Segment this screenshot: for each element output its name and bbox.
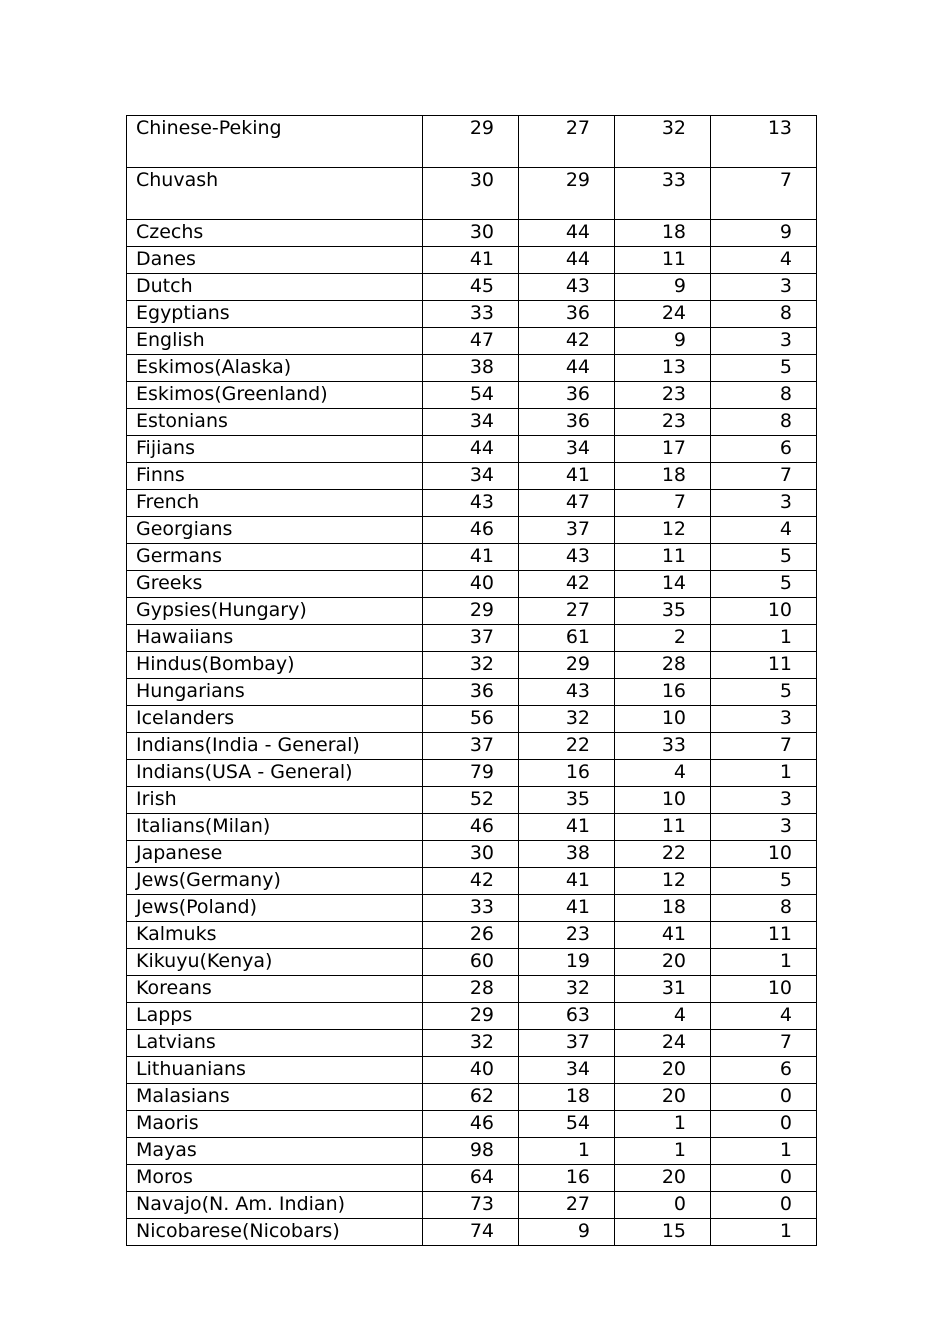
value-cell-4: 3 <box>711 787 817 814</box>
value-cell-3: 17 <box>615 436 711 463</box>
population-name-cell: Mayas <box>127 1138 423 1165</box>
value-cell-3: 18 <box>615 895 711 922</box>
value-cell-4: 5 <box>711 868 817 895</box>
value-cell-1: 40 <box>423 571 519 598</box>
value-cell-1: 30 <box>423 841 519 868</box>
table-row <box>127 517 817 544</box>
population-name-cell: Hawaiians <box>127 625 423 652</box>
value-cell-4: 4 <box>711 517 817 544</box>
value-cell-4: 8 <box>711 409 817 436</box>
value-cell-4: 0 <box>711 1192 817 1219</box>
value-cell-2: 35 <box>519 787 615 814</box>
value-cell-2: 34 <box>519 436 615 463</box>
value-cell-2: 23 <box>519 922 615 949</box>
population-name-cell: Georgians <box>127 517 423 544</box>
value-cell-3: 20 <box>615 949 711 976</box>
value-cell-4: 8 <box>711 301 817 328</box>
population-name-cell: Danes <box>127 247 423 274</box>
value-cell-2: 34 <box>519 1057 615 1084</box>
value-cell-3: 9 <box>615 274 711 301</box>
value-cell-2: 36 <box>519 301 615 328</box>
value-cell-2: 32 <box>519 706 615 733</box>
table-row <box>127 625 817 652</box>
value-cell-3: 10 <box>615 787 711 814</box>
value-cell-2: 43 <box>519 679 615 706</box>
value-cell-2: 16 <box>519 760 615 787</box>
population-name-cell: Gypsies(Hungary) <box>127 598 423 625</box>
value-cell-2: 32 <box>519 976 615 1003</box>
value-cell-4: 8 <box>711 382 817 409</box>
table-row <box>127 1138 817 1165</box>
value-cell-4: 5 <box>711 679 817 706</box>
value-cell-1: 29 <box>423 598 519 625</box>
table-row <box>127 116 817 168</box>
value-cell-4: 3 <box>711 274 817 301</box>
population-name-cell: Indians(India - General) <box>127 733 423 760</box>
value-cell-1: 33 <box>423 301 519 328</box>
table-row <box>127 247 817 274</box>
population-name-cell: Fijians <box>127 436 423 463</box>
value-cell-4: 0 <box>711 1165 817 1192</box>
value-cell-1: 64 <box>423 1165 519 1192</box>
population-name-cell: Dutch <box>127 274 423 301</box>
value-cell-1: 79 <box>423 760 519 787</box>
table-row <box>127 544 817 571</box>
value-cell-3: 24 <box>615 301 711 328</box>
value-cell-1: 28 <box>423 976 519 1003</box>
population-name-cell: Greeks <box>127 571 423 598</box>
table-row <box>127 679 817 706</box>
value-cell-2: 43 <box>519 274 615 301</box>
value-cell-4: 6 <box>711 1057 817 1084</box>
value-cell-4: 5 <box>711 571 817 598</box>
value-cell-3: 12 <box>615 517 711 544</box>
value-cell-1: 37 <box>423 625 519 652</box>
value-cell-3: 18 <box>615 220 711 247</box>
population-name-cell: Nicobarese(Nicobars) <box>127 1219 423 1246</box>
value-cell-2: 1 <box>519 1138 615 1165</box>
value-cell-1: 33 <box>423 895 519 922</box>
population-name-cell: Latvians <box>127 1030 423 1057</box>
value-cell-1: 32 <box>423 652 519 679</box>
value-cell-3: 2 <box>615 625 711 652</box>
value-cell-3: 32 <box>615 116 711 168</box>
value-cell-3: 11 <box>615 247 711 274</box>
value-cell-1: 60 <box>423 949 519 976</box>
value-cell-3: 7 <box>615 490 711 517</box>
table-body <box>127 116 817 1246</box>
value-cell-2: 18 <box>519 1084 615 1111</box>
value-cell-4: 3 <box>711 328 817 355</box>
value-cell-4: 7 <box>711 1030 817 1057</box>
value-cell-3: 31 <box>615 976 711 1003</box>
value-cell-2: 9 <box>519 1219 615 1246</box>
value-cell-2: 38 <box>519 841 615 868</box>
value-cell-2: 43 <box>519 544 615 571</box>
population-name-cell: Lapps <box>127 1003 423 1030</box>
value-cell-1: 26 <box>423 922 519 949</box>
table-row <box>127 1165 817 1192</box>
value-cell-1: 41 <box>423 544 519 571</box>
value-cell-2: 29 <box>519 168 615 220</box>
value-cell-4: 3 <box>711 706 817 733</box>
population-name-cell: Eskimos(Greenland) <box>127 382 423 409</box>
value-cell-3: 15 <box>615 1219 711 1246</box>
value-cell-4: 4 <box>711 1003 817 1030</box>
population-name-cell: Lithuanians <box>127 1057 423 1084</box>
value-cell-1: 40 <box>423 1057 519 1084</box>
value-cell-3: 12 <box>615 868 711 895</box>
value-cell-1: 46 <box>423 517 519 544</box>
value-cell-1: 44 <box>423 436 519 463</box>
table-row <box>127 760 817 787</box>
value-cell-1: 62 <box>423 1084 519 1111</box>
value-cell-4: 11 <box>711 652 817 679</box>
value-cell-2: 44 <box>519 355 615 382</box>
value-cell-2: 61 <box>519 625 615 652</box>
population-name-cell: Navajo(N. Am. Indian) <box>127 1192 423 1219</box>
value-cell-1: 29 <box>423 116 519 168</box>
value-cell-1: 34 <box>423 409 519 436</box>
value-cell-3: 28 <box>615 652 711 679</box>
value-cell-1: 45 <box>423 274 519 301</box>
value-cell-3: 4 <box>615 1003 711 1030</box>
population-name-cell: French <box>127 490 423 517</box>
value-cell-4: 1 <box>711 760 817 787</box>
table-row <box>127 409 817 436</box>
value-cell-3: 10 <box>615 706 711 733</box>
value-cell-2: 27 <box>519 598 615 625</box>
value-cell-3: 11 <box>615 814 711 841</box>
value-cell-3: 14 <box>615 571 711 598</box>
value-cell-2: 37 <box>519 1030 615 1057</box>
table-row <box>127 220 817 247</box>
value-cell-1: 52 <box>423 787 519 814</box>
value-cell-1: 56 <box>423 706 519 733</box>
value-cell-1: 43 <box>423 490 519 517</box>
value-cell-1: 36 <box>423 679 519 706</box>
population-name-cell: English <box>127 328 423 355</box>
value-cell-4: 13 <box>711 116 817 168</box>
population-name-cell: Chinese-Peking <box>127 116 423 168</box>
value-cell-4: 10 <box>711 841 817 868</box>
value-cell-1: 73 <box>423 1192 519 1219</box>
table-row <box>127 490 817 517</box>
value-cell-2: 63 <box>519 1003 615 1030</box>
value-cell-3: 16 <box>615 679 711 706</box>
table-row <box>127 355 817 382</box>
value-cell-2: 36 <box>519 382 615 409</box>
value-cell-4: 5 <box>711 544 817 571</box>
value-cell-4: 0 <box>711 1084 817 1111</box>
value-cell-1: 38 <box>423 355 519 382</box>
value-cell-4: 6 <box>711 436 817 463</box>
table-row <box>127 1219 817 1246</box>
value-cell-1: 98 <box>423 1138 519 1165</box>
table-row <box>127 328 817 355</box>
table-row <box>127 895 817 922</box>
table-row <box>127 814 817 841</box>
table-row <box>127 1084 817 1111</box>
table-row <box>127 598 817 625</box>
value-cell-3: 24 <box>615 1030 711 1057</box>
value-cell-2: 47 <box>519 490 615 517</box>
table-row <box>127 706 817 733</box>
table-row <box>127 949 817 976</box>
value-cell-4: 4 <box>711 247 817 274</box>
value-cell-3: 33 <box>615 733 711 760</box>
table-row <box>127 274 817 301</box>
value-cell-1: 30 <box>423 168 519 220</box>
value-cell-2: 44 <box>519 247 615 274</box>
value-cell-1: 37 <box>423 733 519 760</box>
value-cell-4: 3 <box>711 814 817 841</box>
population-name-cell: Hungarians <box>127 679 423 706</box>
value-cell-1: 32 <box>423 1030 519 1057</box>
value-cell-3: 20 <box>615 1084 711 1111</box>
population-name-cell: Egyptians <box>127 301 423 328</box>
table-row <box>127 1057 817 1084</box>
value-cell-2: 37 <box>519 517 615 544</box>
value-cell-3: 41 <box>615 922 711 949</box>
table-row <box>127 976 817 1003</box>
population-name-cell: Japanese <box>127 841 423 868</box>
value-cell-1: 34 <box>423 463 519 490</box>
value-cell-1: 47 <box>423 328 519 355</box>
value-cell-1: 46 <box>423 1111 519 1138</box>
value-cell-2: 44 <box>519 220 615 247</box>
value-cell-2: 19 <box>519 949 615 976</box>
table-row <box>127 463 817 490</box>
value-cell-4: 7 <box>711 733 817 760</box>
population-name-cell: Hindus(Bombay) <box>127 652 423 679</box>
value-cell-3: 0 <box>615 1192 711 1219</box>
table-row <box>127 841 817 868</box>
table-row <box>127 922 817 949</box>
value-cell-3: 35 <box>615 598 711 625</box>
table-row <box>127 1192 817 1219</box>
value-cell-1: 41 <box>423 247 519 274</box>
table-row <box>127 382 817 409</box>
value-cell-4: 11 <box>711 922 817 949</box>
population-name-cell: Eskimos(Alaska) <box>127 355 423 382</box>
population-name-cell: Chuvash <box>127 168 423 220</box>
population-name-cell: Moros <box>127 1165 423 1192</box>
table-row <box>127 1111 817 1138</box>
table-row <box>127 301 817 328</box>
value-cell-3: 18 <box>615 463 711 490</box>
value-cell-3: 20 <box>615 1057 711 1084</box>
value-cell-4: 1 <box>711 1138 817 1165</box>
value-cell-4: 10 <box>711 976 817 1003</box>
value-cell-3: 9 <box>615 328 711 355</box>
population-name-cell: Germans <box>127 544 423 571</box>
value-cell-4: 10 <box>711 598 817 625</box>
population-name-cell: Irish <box>127 787 423 814</box>
population-name-cell: Finns <box>127 463 423 490</box>
population-name-cell: Kalmuks <box>127 922 423 949</box>
value-cell-1: 30 <box>423 220 519 247</box>
value-cell-3: 4 <box>615 760 711 787</box>
value-cell-4: 7 <box>711 463 817 490</box>
value-cell-4: 5 <box>711 355 817 382</box>
value-cell-3: 23 <box>615 409 711 436</box>
value-cell-2: 42 <box>519 571 615 598</box>
value-cell-4: 1 <box>711 949 817 976</box>
value-cell-3: 23 <box>615 382 711 409</box>
population-name-cell: Jews(Germany) <box>127 868 423 895</box>
value-cell-4: 8 <box>711 895 817 922</box>
value-cell-4: 0 <box>711 1111 817 1138</box>
table-row <box>127 733 817 760</box>
population-name-cell: Icelanders <box>127 706 423 733</box>
value-cell-1: 54 <box>423 382 519 409</box>
value-cell-2: 27 <box>519 1192 615 1219</box>
value-cell-2: 27 <box>519 116 615 168</box>
population-name-cell: Maoris <box>127 1111 423 1138</box>
value-cell-4: 1 <box>711 1219 817 1246</box>
population-name-cell: Czechs <box>127 220 423 247</box>
value-cell-3: 22 <box>615 841 711 868</box>
population-name-cell: Estonians <box>127 409 423 436</box>
population-name-cell: Italians(Milan) <box>127 814 423 841</box>
population-name-cell: Indians(USA - General) <box>127 760 423 787</box>
value-cell-2: 41 <box>519 895 615 922</box>
population-name-cell: Kikuyu(Kenya) <box>127 949 423 976</box>
table-row <box>127 571 817 598</box>
table-row <box>127 652 817 679</box>
value-cell-3: 1 <box>615 1138 711 1165</box>
value-cell-2: 42 <box>519 328 615 355</box>
table-row <box>127 868 817 895</box>
value-cell-3: 11 <box>615 544 711 571</box>
value-cell-4: 7 <box>711 168 817 220</box>
population-name-cell: Koreans <box>127 976 423 1003</box>
population-name-cell: Malasians <box>127 1084 423 1111</box>
value-cell-2: 16 <box>519 1165 615 1192</box>
population-name-cell: Jews(Poland) <box>127 895 423 922</box>
value-cell-2: 29 <box>519 652 615 679</box>
table-row <box>127 1003 817 1030</box>
value-cell-3: 20 <box>615 1165 711 1192</box>
value-cell-2: 41 <box>519 463 615 490</box>
value-cell-1: 42 <box>423 868 519 895</box>
value-cell-2: 54 <box>519 1111 615 1138</box>
table-row <box>127 787 817 814</box>
value-cell-1: 74 <box>423 1219 519 1246</box>
table-row <box>127 436 817 463</box>
value-cell-4: 9 <box>711 220 817 247</box>
table-row <box>127 168 817 220</box>
value-cell-1: 46 <box>423 814 519 841</box>
value-cell-2: 41 <box>519 868 615 895</box>
value-cell-4: 3 <box>711 490 817 517</box>
value-cell-3: 33 <box>615 168 711 220</box>
value-cell-2: 41 <box>519 814 615 841</box>
value-cell-3: 13 <box>615 355 711 382</box>
data-table <box>126 115 817 1246</box>
value-cell-1: 29 <box>423 1003 519 1030</box>
value-cell-2: 22 <box>519 733 615 760</box>
value-cell-2: 36 <box>519 409 615 436</box>
value-cell-4: 1 <box>711 625 817 652</box>
value-cell-3: 1 <box>615 1111 711 1138</box>
table-row <box>127 1030 817 1057</box>
